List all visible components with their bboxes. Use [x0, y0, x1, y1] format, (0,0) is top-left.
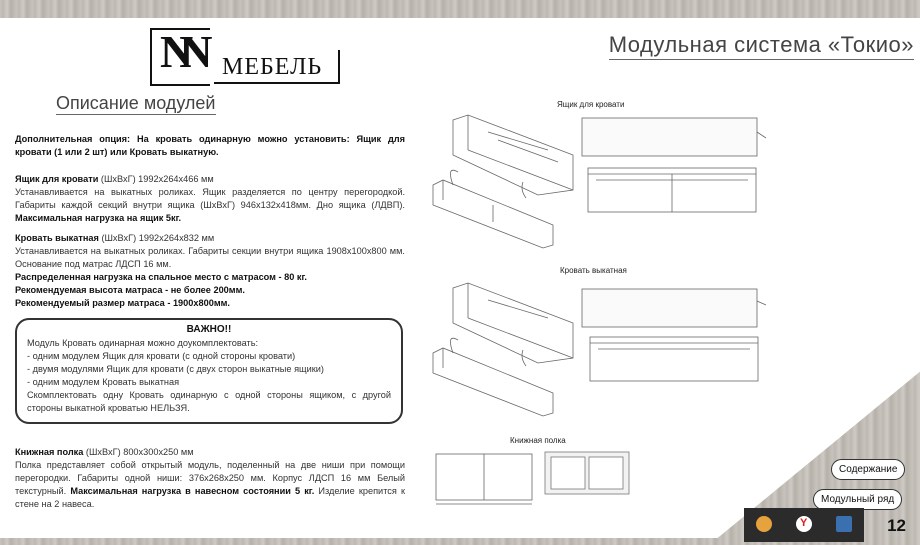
- notice-line: Скомплектовать одну Кровать одинарную с одной стороны ящиком, с другой стороны выкатной кроватью НЕЛЬЗЯ.: [27, 390, 391, 413]
- yandex-letter-icon: Y: [800, 517, 808, 529]
- shelf-dimension-drawing: [430, 448, 540, 508]
- drawer-description: Устанавливается на выкатных роликах. Ящик разделяется по центру перегородкой. Габариты каждой секций внутри ящика (ШхВхГ) 946х132х418мм. Дно ящика (ЛДВП).: [15, 187, 405, 210]
- page-title: Модульная система «Токио»: [609, 32, 914, 60]
- notice-line: Модуль Кровать одинарная можно доукомплектовать:: [27, 338, 259, 348]
- rollout-name: Кровать выкатная: [15, 233, 99, 243]
- notice-line: - одним модулем Ящик для кровати (с одной стороны кровати): [27, 351, 296, 361]
- desktop-icon[interactable]: [836, 516, 852, 532]
- rollout-paragraph: [15, 232, 405, 310]
- option-text: Дополнительная опция: На кровать одинарную можно установить: Ящик для кровати (1 или 2 шт) или Кровать выкатную.: [15, 134, 405, 157]
- rollout-size: Рекомендуемый размер матраса - 1900х800мм.: [15, 298, 230, 308]
- app-icon-1[interactable]: [756, 516, 772, 532]
- drawer-paragraph: [15, 173, 405, 225]
- shelf-description: Полка представляет собой открытый модуль, поделенный на две ниши при помощи перегородки. Габариты одной ниши: 376х268х250 мм. Корпус ЛДСП 16 мм Белый текстурный.: [15, 460, 405, 496]
- shelf-name: Книжная полка: [15, 447, 84, 457]
- bed-rollout-drawing: [428, 278, 578, 418]
- drawer-image-label: Ящик для кровати: [557, 100, 625, 109]
- rollout-load: Распределенная нагрузка на спальное место с матрасом - 80 кг.: [15, 272, 307, 282]
- option-paragraph: [15, 133, 405, 159]
- shelf-mounting: Изделие крепится к стене на 2 навеса.: [15, 486, 405, 509]
- rollout-drawing: [580, 285, 775, 385]
- drawer-load: Максимальная нагрузка на ящик 5кг.: [15, 213, 182, 223]
- notice-line: - двумя модулями Ящик для кровати (с двух сторон выкатные ящики): [27, 364, 324, 374]
- logo-letters: NN: [160, 26, 199, 77]
- drawer-drawing: [580, 112, 775, 222]
- rollout-description: Устанавливается на выкатных роликах. Габариты секции внутри ящика 1908х100х800 мм. Основание под матрас ЛДСП 16 мм.: [15, 246, 405, 269]
- brand-logo: [150, 26, 340, 86]
- yandex-browser-icon[interactable]: [796, 516, 812, 532]
- shelf-dims: (ШхВхГ) 800х300х250 мм: [83, 447, 194, 457]
- shelf-load: Максимальная нагрузка в навесном состоянии 5 кг.: [70, 486, 315, 496]
- logo-text: МЕБЕЛЬ: [222, 54, 323, 80]
- important-notice: [15, 318, 403, 424]
- drawer-name: Ящик для кровати: [15, 174, 99, 184]
- bed-drawer-drawing: [428, 110, 578, 250]
- section-subtitle: Описание модулей: [56, 93, 216, 113]
- contents-button[interactable]: Содержание: [831, 459, 905, 480]
- taskbar: [744, 508, 864, 542]
- rollout-dims: (ШхВхГ) 1992х264х832 мм: [98, 233, 215, 243]
- shelf-drawing: [543, 448, 633, 498]
- notice-line: - одним модулем Кровать выкатная: [27, 377, 180, 387]
- rollout-image-label: Кровать выкатная: [560, 266, 627, 275]
- page-number: 12: [887, 516, 906, 535]
- drawer-dims: (ШхВхГ) 1992х264х466 мм: [98, 174, 214, 184]
- rollout-height: Рекомендуемая высота матраса - не более 200мм.: [15, 285, 245, 295]
- shelf-paragraph: [15, 446, 405, 511]
- notice-title: ВАЖНО!!: [186, 324, 232, 335]
- modular-range-button[interactable]: Модульный ряд: [813, 489, 902, 510]
- shelf-image-label: Книжная полка: [510, 436, 566, 445]
